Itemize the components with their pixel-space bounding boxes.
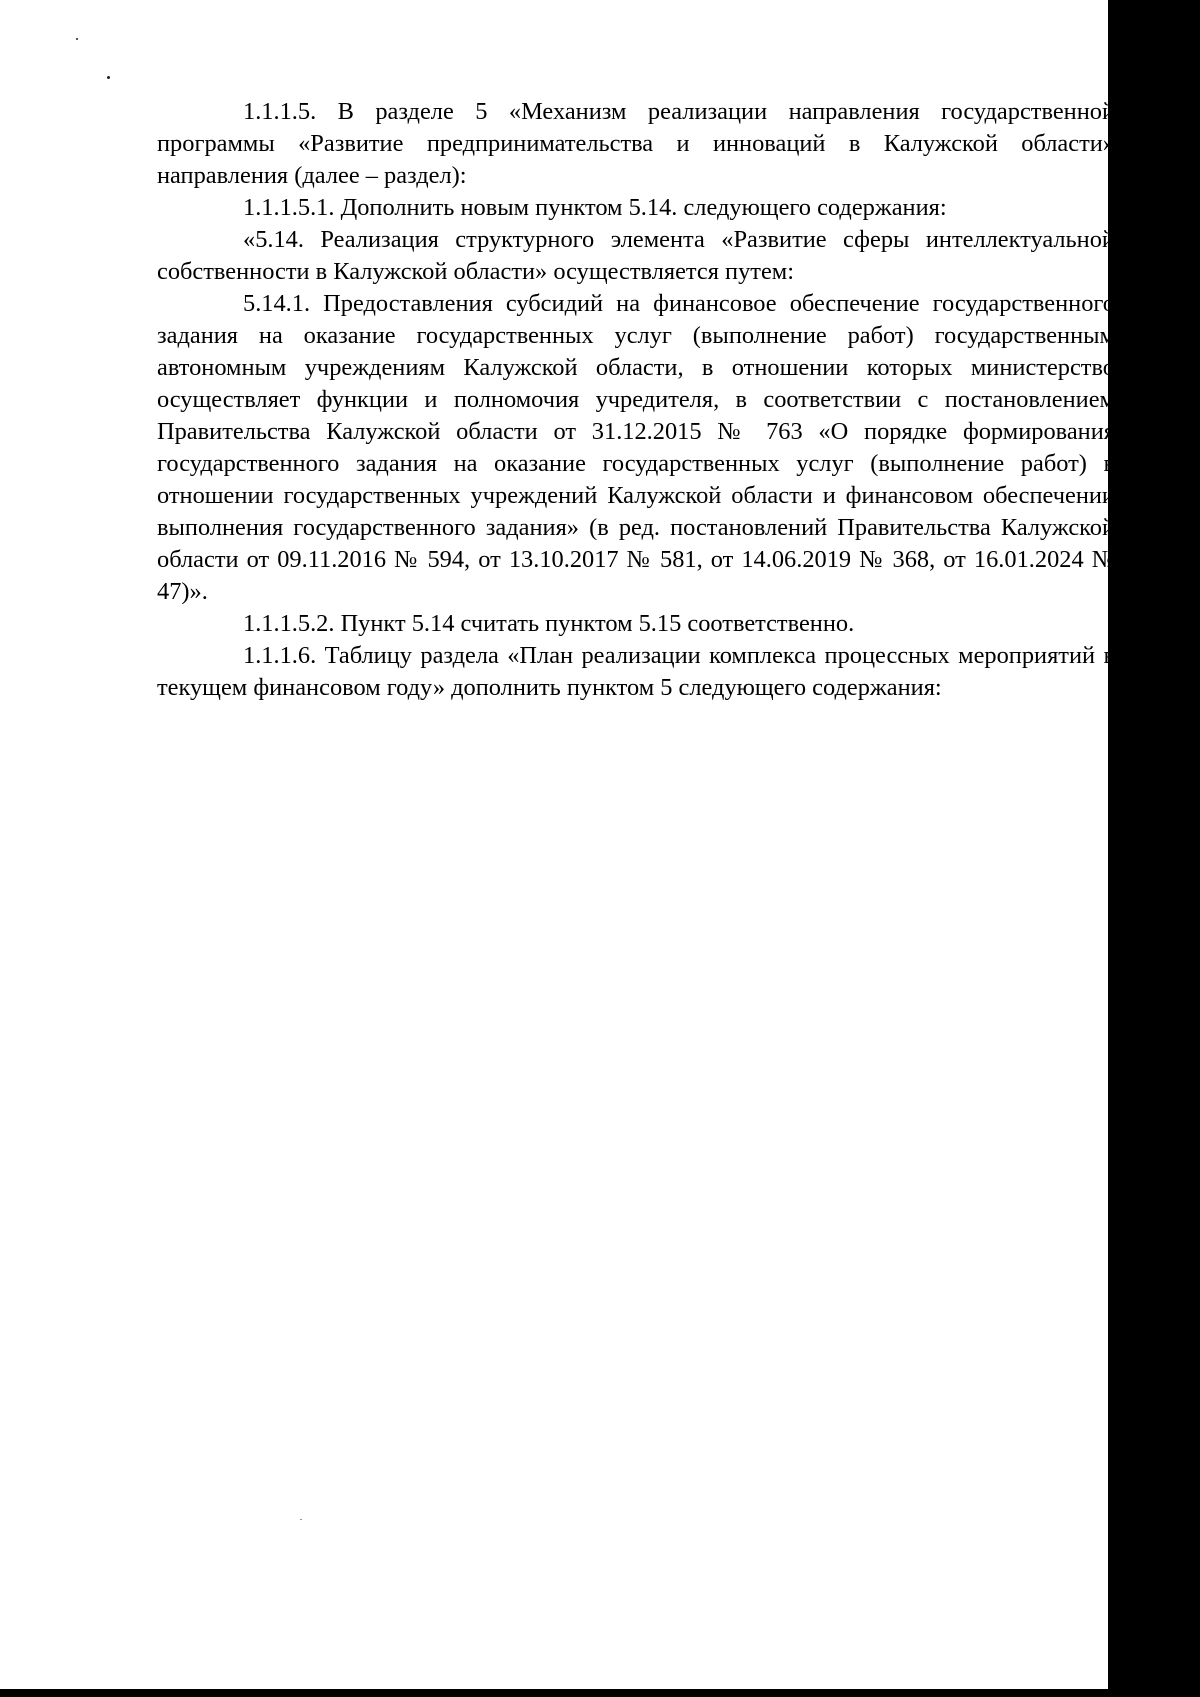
paragraph-1-1-1-5-2: 1.1.1.5.2. Пункт 5.14 считать пунктом 5.15 соответственно. bbox=[243, 610, 855, 637]
scan-border-bottom bbox=[0, 1689, 1200, 1697]
scan-speck bbox=[107, 76, 110, 79]
scan-speck bbox=[300, 1519, 302, 1520]
paragraph-1-1-1-6: 1.1.1.6. Таблицу раздела «План реализации комплекса процессных мероприятий в текущем финансовом году» дополнить пунктом 5 следующего содержания: bbox=[157, 642, 1115, 701]
document-body bbox=[157, 96, 1115, 704]
paragraph-5-14-1: 5.14.1. Предоставления субсидий на финансовое обеспечение государственного задания на оказание государственных услуг (выполнение работ) государственным автономным учреждениям Калужской области, в отношении которых министерство осуществляет функции и полномочия учредителя, в соответствии с постановлением Правительства Калужской области от 31.12.2015 № 763 «О порядке формирования государственного задания на оказание государственных услуг (выполнение работ) в отношении государственных учреждений Калужской области и финансовом обеспечении выполнения государственного задания» (в ред. постановлений Правительства Калужской области от 09.11.2016 № 594, от 13.10.2017 № 581, от 14.06.2019 № 368, от 16.01.2024 № 47)». bbox=[157, 290, 1115, 605]
paragraph-1-1-1-5: 1.1.1.5. В разделе 5 «Механизм реализации направления государственной программы «Развитие предпринимательства и инноваций в Калужской области» направления (далее – раздел): bbox=[157, 98, 1115, 189]
paragraph-1-1-1-5-1: 1.1.1.5.1. Дополнить новым пунктом 5.14. следующего содержания: bbox=[243, 194, 947, 221]
scan-border-right bbox=[1108, 0, 1200, 1697]
paragraph-5-14: «5.14. Реализация структурного элемента «Развитие сферы интеллектуальной собственности в Калужской области» осуществляется путем: bbox=[157, 226, 1115, 285]
scan-speck bbox=[76, 38, 78, 40]
